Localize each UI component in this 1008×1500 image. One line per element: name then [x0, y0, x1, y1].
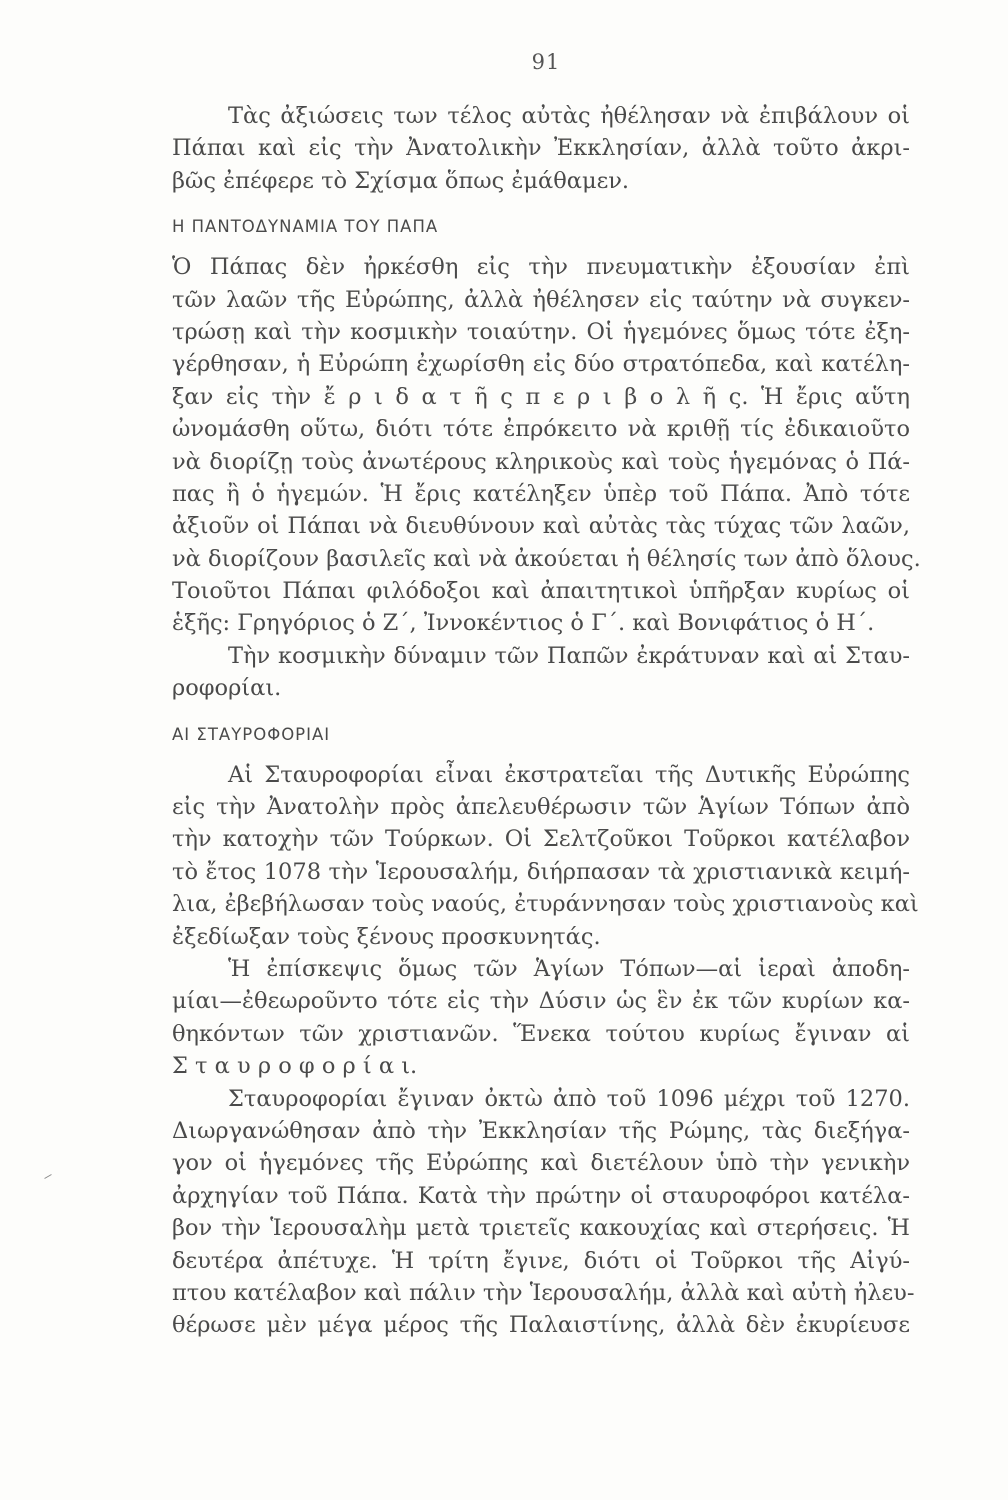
crusades-paragraph-3: [172, 1083, 915, 1342]
text-line: τρώσῃ καὶ τὴν κοσμικὴν τοιαύτην. Οἱ ἡγεμόνες ὅμως τότε ἐξη-: [172, 318, 910, 345]
text-line: ροφορίαι.: [172, 675, 282, 702]
text-line: Αἱ Σταυροφορίαι εἶναι ἐκστρατεῖαι τῆς Δυτικῆς Εὐρώπης: [228, 761, 910, 788]
text-line: τὸ ἔτος 1078 τὴν Ἱερουσαλήμ, διήρπασαν τὰ χριστιανικὰ κειμή-: [172, 858, 910, 885]
text-line: πας ἢ ὁ ἡγεμών. Ἡ ἔρις κατέληξεν ὑπὲρ τοῦ Πάπα. Ἀπὸ τότε: [172, 480, 910, 507]
text-line: τὴν κατοχὴν τῶν Τούρκων. Οἱ Σελτζοῦκοι Τοῦρκοι κατέλαβον: [172, 826, 910, 853]
text-line: Τοιοῦτοι Πάπαι φιλόδοξοι καὶ ἀπαιτητικοὶ ὑπῆρξαν κυρίως οἱ: [172, 578, 910, 605]
text-line: μίαι—ἐθεωροῦντο τότε εἰς τὴν Δύσιν ὡς ἓν ἐκ τῶν κυρίων κα-: [172, 988, 910, 1015]
text-line: γέρθησαν, ἡ Εὐρώπη ἐχωρίσθη εἰς δύο στρατόπεδα, καὶ κατέλη-: [172, 351, 910, 378]
text-line: ξαν εἰς τὴν ἔ ρ ι δ α τ ῆ ς π ε ρ ι β ο λ ῆ ς. Ἡ ἔρις αὕτη: [172, 383, 910, 410]
text-line: νὰ διορίζουν βασιλεῖς καὶ νὰ ἀκούεται ἡ θέλησίς των ἀπὸ ὅλους.: [172, 545, 921, 572]
text-line: Ἡ ἐπίσκεψις ὅμως τῶν Ἁγίων Τόπων—αἱ ἱεραὶ ἀποδη-: [228, 955, 910, 982]
text-line: Διωργανώθησαν ἀπὸ τὴν Ἐκκλησίαν τῆς Ρώμης, τὰς διεξήγα-: [172, 1117, 910, 1144]
text-line: ἀρχηγίαν τοῦ Πάπα. Κατὰ τὴν πρώτην οἱ σταυροφόροι κατέλα-: [172, 1182, 910, 1209]
crusades-paragraph-1: [172, 759, 919, 953]
papal-omnipotence-paragraph: [172, 251, 921, 704]
text-line: Τὰς ἀξιώσεις των τέλος αὐτὰς ἠθέλησαν νὰ ἐπιβάλουν οἱ: [228, 103, 910, 129]
section-heading-crusades: ΑΙ ΣΤΑΥΡΟΦΟΡΙΑΙ: [172, 724, 331, 744]
text-line: δευτέρα ἀπέτυχε. Ἡ τρίτη ἔγινε, διότι οἱ Τοῦρκοι τῆς Αἰγύ-: [172, 1247, 910, 1274]
text-line: Τὴν κοσμικὴν δύναμιν τῶν Παπῶν ἐκράτυναν καὶ αἱ Σταυ-: [228, 642, 910, 669]
book-page: [172, 50, 921, 1342]
text-line: βον τὴν Ἱερουσαλὴμ μετὰ τριετεῖς κακουχίας καὶ στερήσεις. Ἡ: [172, 1215, 910, 1242]
text-line: Σ τ α υ ρ ο φ ο ρ ί α ι.: [172, 1053, 418, 1080]
margin-pencil-mark: [44, 1174, 51, 1179]
text-line: εἰς τὴν Ἀνατολὴν πρὸς ἀπελευθέρωσιν τῶν Ἁγίων Τόπων ἀπὸ: [172, 794, 910, 821]
text-line: λια, ἐβεβήλωσαν τοὺς ναούς, ἐτυράννησαν τοὺς χριστιανοὺς καὶ: [172, 891, 919, 918]
text-line: τῶν λαῶν τῆς Εὐρώπης, ἀλλὰ ἠθέλησεν εἰς ταύτην νὰ συγκεν-: [172, 286, 910, 313]
text-line: ἀξιοῦν οἱ Πάπαι νὰ διευθύνουν καὶ αὐτὰς τὰς τύχας τῶν λαῶν,: [172, 513, 910, 540]
text-line: νὰ διορίζῃ τοὺς ἀνωτέρους κληρικοὺς καὶ τοὺς ἡγεμόνας ὁ Πά-: [172, 448, 910, 475]
text-line: βῶς ἐπέφερε τὸ Σχίσμα ὅπως ἐμάθαμεν.: [172, 167, 630, 194]
text-line: θέρωσε μὲν μέγα μέρος τῆς Παλαιστίνης, ἀλλὰ δὲν ἐκυρίευσε: [172, 1312, 910, 1339]
text-line: Ὁ Πάπας δὲν ἠρκέσθη εἰς τὴν πνευματικὴν ἐξουσίαν ἐπὶ: [172, 254, 910, 281]
section-heading-papal-omnipotence: Η ΠΑΝΤΟΔΥΝΑΜΙΑ ΤΟΥ ΠΑΠΑ: [172, 217, 439, 237]
intro-paragraph: [172, 100, 910, 197]
text-line: ἐξεδίωξαν τοὺς ξένους προσκυνητάς.: [172, 923, 601, 950]
text-line: πτου κατέλαβον καὶ πάλιν τὴν Ἱερουσαλήμ, ἀλλὰ καὶ αὐτὴ ἠλευ-: [172, 1279, 915, 1306]
text-line: Σταυροφορίαι ἔγιναν ὀκτὼ ἀπὸ τοῦ 1096 μέχρι τοῦ 1270.: [228, 1085, 910, 1112]
text-line: ἑξῆς: Γρηγόριος ὁ Ζ΄, Ἰννοκέντιος ὁ Γ΄. καὶ Βονιφάτιος ὁ Η΄.: [172, 610, 875, 637]
page-number: 91: [531, 50, 561, 74]
text-line: Πάπαι καὶ εἰς τὴν Ἀνατολικὴν Ἐκκλησίαν, ἀλλὰ τοῦτο ἀκρι-: [172, 135, 910, 162]
crusades-paragraph-2: [172, 953, 910, 1083]
text-line: ὠνομάσθη οὕτω, διότι τότε ἐπρόκειτο νὰ κριθῇ τίς ἐδικαιοῦτο: [172, 416, 910, 443]
text-line: θηκόντων τῶν χριστιανῶν. Ἕνεκα τούτου κυρίως ἔγιναν αἱ: [172, 1020, 910, 1047]
text-line: γον οἱ ἡγεμόνες τῆς Εὐρώπης καὶ διετέλουν ὑπὸ τὴν γενικὴν: [172, 1150, 910, 1177]
